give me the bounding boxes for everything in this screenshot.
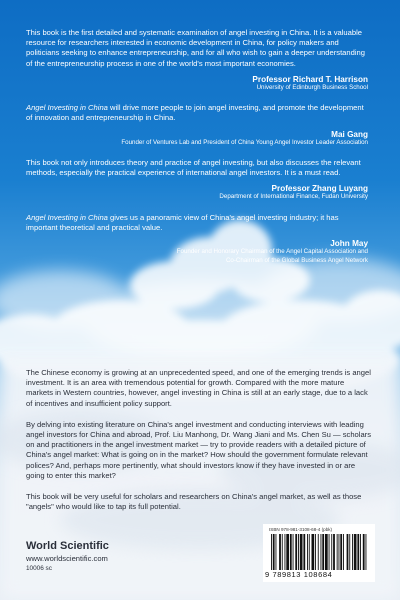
isbn-label: ISBN 978-981-3108-68-4 (pbk) (269, 527, 333, 532)
barcode-bar (293, 534, 294, 570)
book-title-italic: Angel Investing in China (26, 103, 108, 113)
quote-affiliation: Founder of Ventures Lab and President of China Young Angel Investor Leader Association (121, 138, 368, 146)
barcode-bar (282, 534, 283, 570)
barcode-bar (329, 534, 330, 570)
description-paragraph: The Chinese economy is growing at an unprecedented speed, and one of the emerging trends is angel investment. It is an area with tremendous potential for growth. Compared with the more mature markets in Western countries, however, angel investing in China is still at an early stage, due to a lack of incentives and insufficient policy support. (26, 368, 371, 408)
publisher-name: World Scientific (26, 540, 109, 552)
endorsements (26, 28, 368, 276)
quote-author: Professor Zhang Luyang (271, 184, 368, 194)
quote-affiliation-line2: Co-Chairman of the Global Business Angel Network (225, 256, 368, 264)
quote-text-container (26, 103, 368, 123)
barcode-bar (322, 534, 324, 570)
quote-text: This book is the first detailed and systematic examination of angel investing in China. It is a valuable resource for researchers interested in economic development in China, for policy makers and politicians seeking to enhance entrepreneurship, and for all who wish to gain a deeper understanding of the entrepreneurship process in one of the world's most important economies. (26, 28, 365, 68)
barcode-bar (273, 534, 275, 570)
barcode-bar (303, 534, 305, 570)
barcode-bar (333, 534, 335, 570)
barcode-digits: 9 789813 108684 (265, 570, 333, 579)
description-paragraph: This book will be very useful for scholars and researchers on China's angel market, as well as those "angels" who would like to tap its full potential. (26, 492, 362, 512)
barcode-bar (279, 534, 281, 570)
description-paragraph: By delving into existing literature on China's angel investment and conducting interviews with leading angel investors for China and abroad, Prof. Liu Manhong, Dr. Wang Jiani and Ms. Chen Su — scholars on and practitioners in the angel investment market — try to provide readers with a detailed picture of China's angel market: What is going on in the market? How should the government formulate relevant polices? And, perhaps more pertinently, what should investors know if they have invested in or are going to enter this market? (26, 419, 371, 480)
barcode-bar (366, 534, 367, 570)
book-description (26, 368, 372, 523)
barcode-bar (276, 534, 277, 570)
barcode-bar (349, 534, 350, 570)
quote-text: This book not only introduces theory and practice of angel investing, but also discusses the relevant methods, especially the practical experience of international angel investors. It is a must read. (26, 158, 361, 178)
barcode-bar (363, 534, 365, 570)
barcode-bars (271, 534, 367, 570)
barcode-bar (325, 534, 328, 570)
endorsement-zhang-luyang (26, 158, 368, 202)
quote-author: John May (330, 239, 368, 249)
quote-affiliation: Department of International Finance, Fudan University (219, 193, 368, 201)
barcode-bar (340, 534, 342, 570)
barcode-bar (271, 534, 272, 570)
barcode-bar (318, 534, 319, 570)
endorsement-mai-gang (26, 103, 368, 147)
barcode-bar (309, 534, 310, 570)
barcode-bar (315, 534, 316, 570)
barcode-bar (339, 534, 340, 570)
quote-affiliation-line1: Founder and Honorary Chairman of the Angel Capital Association and (176, 248, 368, 256)
endorsement-john-may (26, 213, 368, 265)
barcode-bar (290, 534, 292, 570)
quote-affiliation: University of Edinburgh Business School (256, 83, 368, 91)
barcode-bar (307, 534, 308, 570)
endorsement-harrison (26, 28, 368, 92)
barcode-bar (312, 534, 315, 570)
book-title-italic: Angel Investing in China (26, 212, 108, 222)
barcode-bar (321, 534, 322, 570)
barcode-bar (352, 534, 353, 570)
isbn-barcode (263, 524, 375, 582)
barcode-bar (354, 534, 357, 570)
barcode-bar (347, 534, 349, 570)
publisher-url: www.worldscientific.com (26, 554, 108, 563)
barcode-bar (357, 534, 359, 570)
barcode-bar (300, 534, 303, 570)
quote-author: Mai Gang (331, 129, 368, 139)
barcode-bar (360, 534, 361, 570)
barcode-bar (286, 534, 289, 570)
barcode-bar (337, 534, 338, 570)
barcode-bar (331, 534, 332, 570)
barcode-bar (295, 534, 297, 570)
quote-text-container (26, 213, 368, 233)
quote-text: gives us a panoramic view of China's angel investing industry; it has important theoretical and practical value. (26, 212, 339, 233)
quote-author: Professor Richard T. Harrison (252, 74, 368, 84)
barcode-bar (298, 534, 299, 570)
barcode-bar (285, 534, 286, 570)
barcode-bar (343, 534, 344, 570)
product-code: 10006 sc (26, 565, 52, 572)
quote-text: will drive more people to join angel investing, and promote the development of innovation and entrepreneurship in China. (26, 103, 364, 123)
publisher-block (26, 540, 109, 573)
